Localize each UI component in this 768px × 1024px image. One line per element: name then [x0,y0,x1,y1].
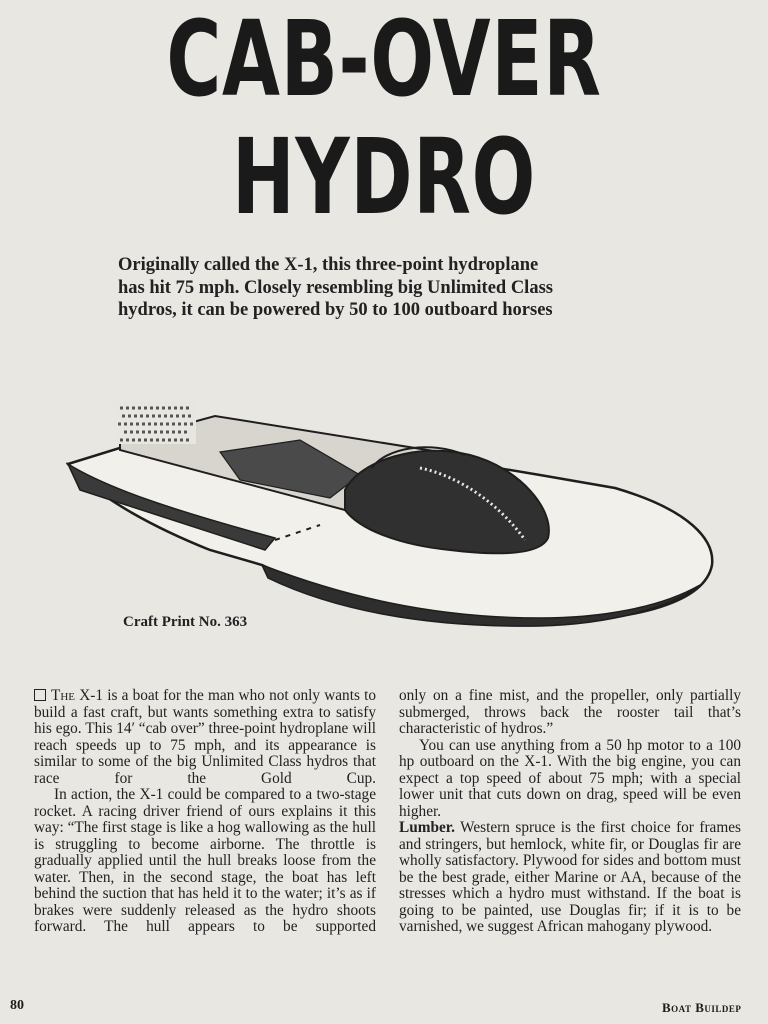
hydroplane-illustration [0,380,768,640]
publication-name: Boat Buildep [662,1000,742,1015]
deck-line-3: hydros, it can be powered by 50 to 100 outboard horses [118,300,553,320]
paragraph-2: In action, the X-1 could be compared to a two-stage rocket. A racing driver friend of ours explains it this way: “The first stage is like a hog wallowing as the hull is struggling to become airborne. The throttle is gradually applied until the hull breaks loose from the water. Then, in the second stage, the boat has left behind the suction that has held it to the water; it’s as if brakes were suddenly released as the hydro shoots forward. The hull appears to be supported [34,786,376,935]
paragraph-3: only on a fine mist, and the propeller, only partially submerged, throws back the rooster tail that’s characteristic of hydros.” [399,687,741,737]
page-number: 80 [10,998,24,1013]
bullet-box-icon [34,689,46,701]
illustration-caption: Craft Print No. 363 [123,614,248,630]
paragraph-5-text: Western spruce is the first choice for frames and stringers, but hemlock, white fir, or Douglas fir are wholly satisfactory. Plywood for sides and bottom must be the best grade, either Marine or AA, because of the stresses which a hydro must withstand. If the boat is going to be painted, use Douglas fir; if it is to be varnished, we suggest African mahogany plywood. [399,819,741,935]
headline-line-2: HYDRO [232,116,536,238]
deck-line-1: Originally called the X-1, this three-point hydroplane [118,255,539,275]
paragraph-4: You can use anything from a 50 hp motor to a 100 hp outboard on the X-1. With the big engine, you can expect a top speed of about 75 mph; with a special lower unit that cuts down on drag, speed will be even higher. [399,736,741,820]
paragraph-lead-in: The [51,687,76,704]
body-column-right [399,688,741,936]
deck-text [118,254,663,322]
paragraph-1 [34,688,376,787]
paragraph-1-text: X-1 is a boat for the man who not only wants to build a fast craft, but wants something extra to satisfy his ego. This 14′ “cab over” three-point hydroplane will reach speeds up to 75 mph, and its appearance is similar to some of the big Unlimited Class hydros that race for the Gold Cup. [34,687,377,787]
headline-line-1: CAB-OVER [166,0,602,120]
paragraph-5 [399,820,741,936]
engine-outboard [118,402,196,444]
body-column-left [34,688,376,936]
deck-line-2: has hit 75 mph. Closely resembling big Unlimited Class [118,277,553,298]
section-head-lumber: Lumber. [399,819,455,836]
